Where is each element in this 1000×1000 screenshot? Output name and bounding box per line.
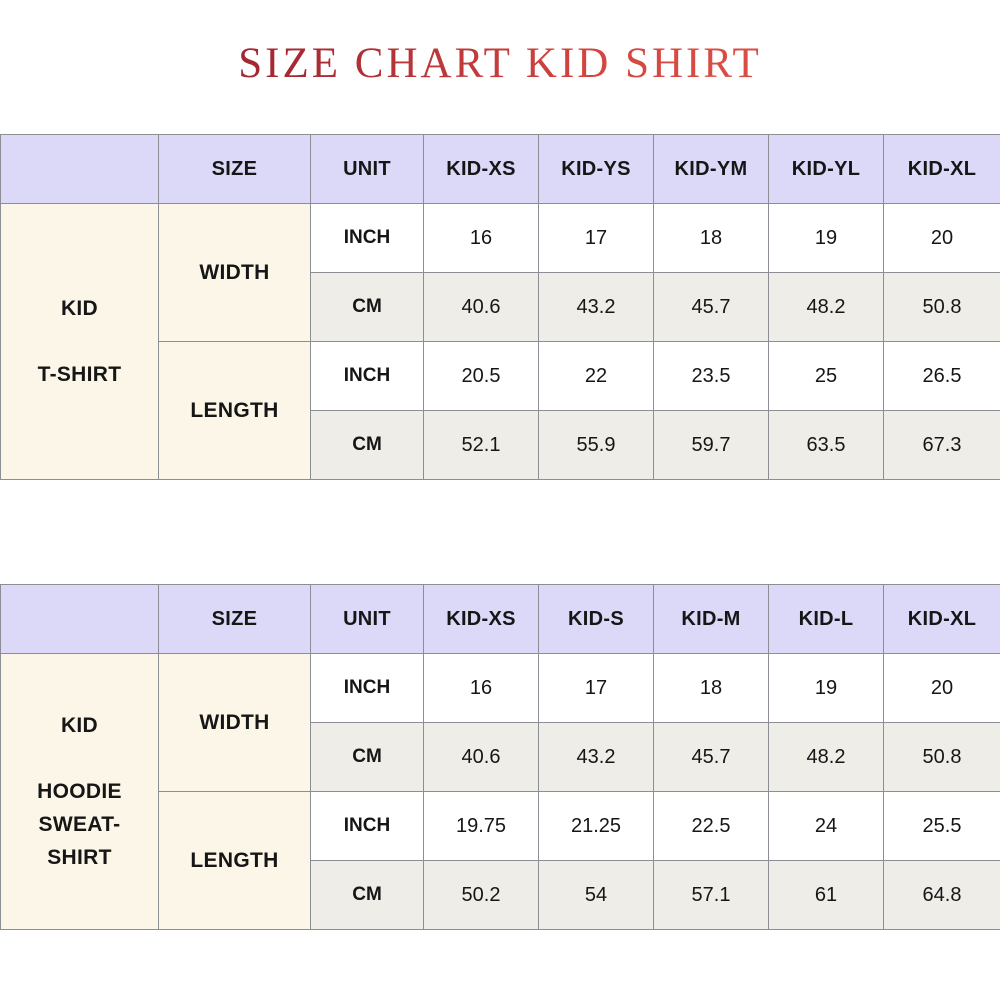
value-cell: 48.2: [769, 273, 884, 342]
item-label-line: T-SHIRT: [37, 363, 122, 386]
unit-cell-inch: INCH: [311, 342, 424, 411]
item-label-line: HOODIE: [37, 780, 122, 803]
page-title: SIZE CHART KID SHIRT: [0, 42, 1000, 85]
value-cell: 22: [539, 342, 654, 411]
size-header-kid-xs: KID-XS: [424, 135, 539, 204]
size-header-kid-xl: KID-XL: [884, 585, 1000, 654]
unit-cell-inch: INCH: [311, 792, 424, 861]
dimension-cell-width: WIDTH: [159, 204, 311, 342]
dimension-cell-length: LENGTH: [159, 342, 311, 480]
table-gap-spacer: [0, 480, 1000, 584]
value-cell: 57.1: [654, 861, 769, 930]
value-cell: 19: [769, 654, 884, 723]
item-label-line: [1, 325, 158, 358]
unit-column-header: UNIT: [311, 585, 424, 654]
corner-blank-cell: [1, 135, 159, 204]
unit-cell-inch: INCH: [311, 654, 424, 723]
value-cell: 22.5: [654, 792, 769, 861]
value-cell: 20: [884, 204, 1000, 273]
value-cell: 54: [539, 861, 654, 930]
size-header-kid-l: KID-L: [769, 585, 884, 654]
header-row: [1, 135, 1000, 204]
value-cell: 17: [539, 204, 654, 273]
size-header-kid-yl: KID-YL: [769, 135, 884, 204]
value-cell: 64.8: [884, 861, 1000, 930]
item-label-cell: [1, 654, 159, 930]
item-label-line: SHIRT: [47, 846, 112, 869]
value-cell: 40.6: [424, 723, 539, 792]
size-header-kid-m: KID-M: [654, 585, 769, 654]
unit-cell-inch: INCH: [311, 204, 424, 273]
corner-blank-cell: [1, 585, 159, 654]
value-cell: 26.5: [884, 342, 1000, 411]
size-column-header: SIZE: [159, 135, 311, 204]
kid-hoodie-sweatshirt-size-table: [0, 584, 1000, 930]
value-cell: 63.5: [769, 411, 884, 480]
value-cell: 67.3: [884, 411, 1000, 480]
value-cell: 19.75: [424, 792, 539, 861]
item-label-line: KID: [60, 714, 99, 737]
unit-cell-cm: CM: [311, 723, 424, 792]
dimension-cell-length: LENGTH: [159, 792, 311, 930]
unit-column-header: UNIT: [311, 135, 424, 204]
dimension-cell-width: WIDTH: [159, 654, 311, 792]
header-row: [1, 585, 1000, 654]
data-row-width-inch: [1, 204, 1000, 273]
unit-cell-cm: CM: [311, 273, 424, 342]
size-header-kid-xl: KID-XL: [884, 135, 1000, 204]
value-cell: 43.2: [539, 273, 654, 342]
item-label-cell: [1, 204, 159, 480]
value-cell: 20: [884, 654, 1000, 723]
value-cell: 19: [769, 204, 884, 273]
value-cell: 17: [539, 654, 654, 723]
size-column-header: SIZE: [159, 585, 311, 654]
item-label-line: [1, 742, 158, 775]
value-cell: 16: [424, 204, 539, 273]
value-cell: 48.2: [769, 723, 884, 792]
item-label-line: KID: [60, 297, 99, 320]
value-cell: 25: [769, 342, 884, 411]
value-cell: 23.5: [654, 342, 769, 411]
unit-cell-cm: CM: [311, 411, 424, 480]
value-cell: 61: [769, 861, 884, 930]
item-label-line: SWEAT-: [38, 813, 121, 836]
value-cell: 59.7: [654, 411, 769, 480]
value-cell: 43.2: [539, 723, 654, 792]
value-cell: 45.7: [654, 723, 769, 792]
kid-tshirt-size-table: [0, 134, 1000, 480]
value-cell: 18: [654, 654, 769, 723]
data-row-width-inch: [1, 654, 1000, 723]
size-header-kid-ym: KID-YM: [654, 135, 769, 204]
value-cell: 40.6: [424, 273, 539, 342]
value-cell: 21.25: [539, 792, 654, 861]
value-cell: 50.2: [424, 861, 539, 930]
size-chart-page: [0, 42, 1000, 930]
value-cell: 45.7: [654, 273, 769, 342]
value-cell: 24: [769, 792, 884, 861]
value-cell: 16: [424, 654, 539, 723]
value-cell: 50.8: [884, 723, 1000, 792]
value-cell: 50.8: [884, 273, 1000, 342]
size-header-kid-xs: KID-XS: [424, 585, 539, 654]
unit-cell-cm: CM: [311, 861, 424, 930]
value-cell: 55.9: [539, 411, 654, 480]
size-header-kid-s: KID-S: [539, 585, 654, 654]
size-header-kid-ys: KID-YS: [539, 135, 654, 204]
value-cell: 18: [654, 204, 769, 273]
value-cell: 20.5: [424, 342, 539, 411]
value-cell: 25.5: [884, 792, 1000, 861]
value-cell: 52.1: [424, 411, 539, 480]
